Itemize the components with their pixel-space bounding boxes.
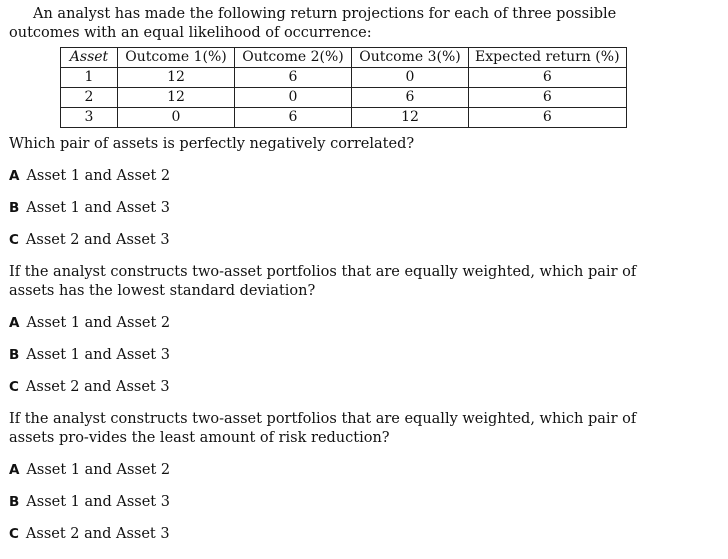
- table-cell: 2: [61, 88, 118, 108]
- header-outcome-2: Outcome 2(%): [235, 48, 352, 68]
- question-1-option-c: [9, 231, 679, 250]
- table-row: [61, 88, 627, 108]
- table-cell: 6: [352, 88, 469, 108]
- question-1-text: Which pair of assets is perfectly negatively correlated?: [9, 136, 415, 152]
- option-letter: A: [9, 315, 20, 331]
- header-asset: Asset: [61, 48, 118, 68]
- option-text: Asset 1 and Asset 2: [26, 462, 171, 478]
- question-1-option-a: [9, 167, 679, 186]
- document-page: [9, 5, 679, 544]
- table-cell: 0: [235, 88, 352, 108]
- option-letter: B: [9, 200, 20, 216]
- table-cell: 0: [118, 108, 235, 128]
- table-cell: 12: [352, 108, 469, 128]
- table-cell: 6: [469, 68, 627, 88]
- option-text: Asset 2 and Asset 3: [25, 526, 170, 542]
- option-text: Asset 1 and Asset 2: [26, 315, 171, 331]
- table-cell: 0: [352, 68, 469, 88]
- question-2-option-c: [9, 378, 679, 397]
- option-letter: C: [9, 526, 19, 542]
- table-cell: 6: [235, 68, 352, 88]
- question-2-option-a: [9, 314, 679, 333]
- option-letter: B: [9, 347, 20, 363]
- table-row: [61, 68, 627, 88]
- option-letter: B: [9, 494, 20, 510]
- option-letter: A: [9, 168, 20, 184]
- question-3-option-b: [9, 493, 679, 512]
- table-cell: 3: [61, 108, 118, 128]
- table-cell: 12: [118, 88, 235, 108]
- question-2-option-b: [9, 346, 679, 365]
- option-text: Asset 2 and Asset 3: [25, 379, 170, 395]
- option-text: Asset 1 and Asset 3: [26, 347, 170, 363]
- option-text: Asset 1 and Asset 3: [26, 200, 170, 216]
- table-cell: 6: [469, 88, 627, 108]
- table-cell: 12: [118, 68, 235, 88]
- question-3-option-c: [9, 525, 679, 544]
- question-2-text: If the analyst constructs two-asset portfolios that are equally weighted, which pair of assets has the lowest standard deviation?: [9, 264, 637, 299]
- table-row: [61, 108, 627, 128]
- option-text: Asset 1 and Asset 3: [26, 494, 170, 510]
- option-letter: C: [9, 379, 19, 395]
- returns-table: [60, 47, 627, 128]
- header-expected-return: Expected return (%): [469, 48, 627, 68]
- question-1-option-b: [9, 199, 679, 218]
- table-cell: 6: [235, 108, 352, 128]
- table-cell: 6: [469, 108, 627, 128]
- question-3-option-a: [9, 461, 679, 480]
- header-outcome-3: Outcome 3(%): [352, 48, 469, 68]
- table-header-row: [61, 48, 627, 68]
- option-text: Asset 1 and Asset 2: [26, 168, 171, 184]
- option-letter: C: [9, 232, 19, 248]
- intro-paragraph: An analyst has made the following return projections for each of three possible outcomes with an equal likelihood of occurrence:: [9, 6, 617, 41]
- table-cell: 1: [61, 68, 118, 88]
- question-3-text: If the analyst constructs two-asset portfolios that are equally weighted, which pair of assets pro-vides the least amount of risk reduction?: [9, 411, 637, 446]
- header-outcome-1: Outcome 1(%): [118, 48, 235, 68]
- option-letter: A: [9, 462, 20, 478]
- option-text: Asset 2 and Asset 3: [25, 232, 170, 248]
